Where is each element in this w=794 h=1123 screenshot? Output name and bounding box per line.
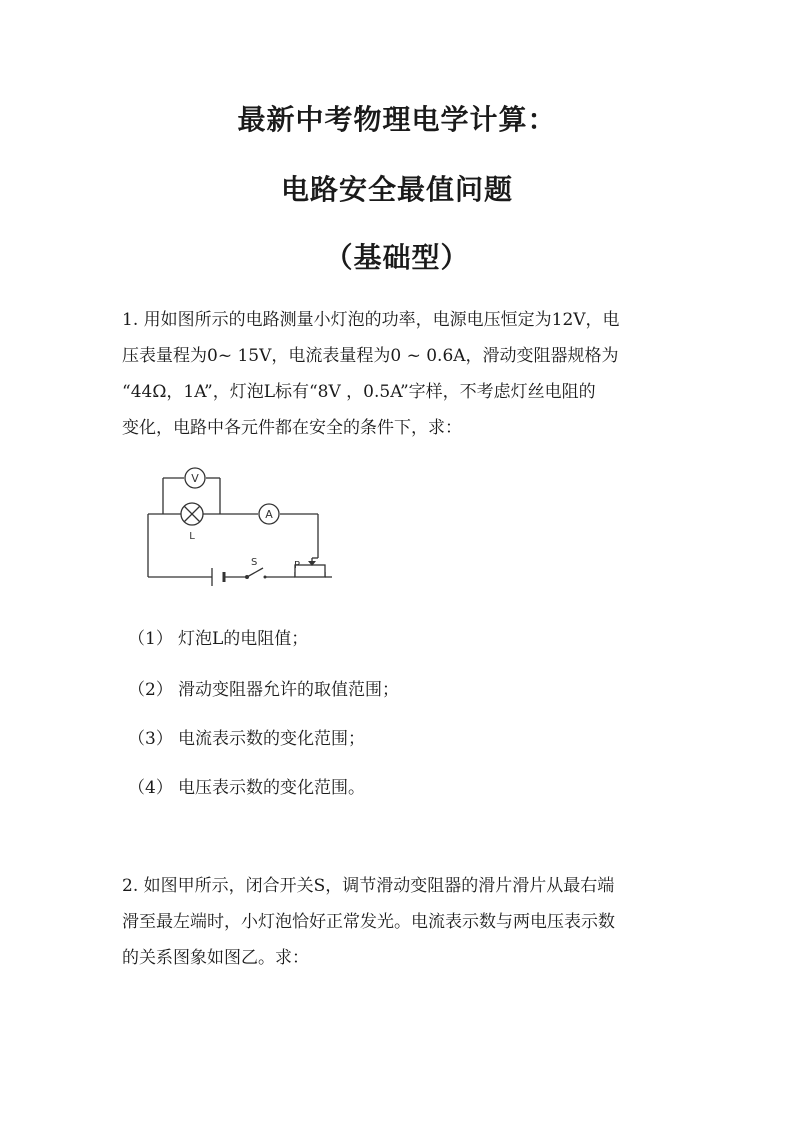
subquestion-text: 滑动变阻器允许的取值范围；: [178, 680, 399, 700]
ammeter-symbol: [259, 504, 279, 524]
voltmeter-label: V: [191, 472, 199, 485]
subquestion-number: （2）: [128, 680, 173, 700]
subquestion-text: 电压表示数的变化范围。: [178, 778, 365, 798]
question-2-text: [122, 868, 682, 976]
question-1-line: 1. 用如图所示的电路测量小灯泡的功率，电源电压恒定为12V，电: [122, 310, 620, 330]
subquestion-number: （1）: [128, 629, 173, 649]
question-1-line: 变化，电路中各元件都在安全的条件下，求：: [122, 418, 462, 438]
question-1-line: 压表量程为0~ 15V，电流表量程为0 ~ 0.6A，滑动变阻器规格为: [122, 346, 619, 366]
subquestion-text: 灯泡L的电阻值；: [178, 629, 309, 649]
circuit-diagram: [140, 462, 340, 587]
title-line-2: 电路安全最值问题: [280, 173, 513, 206]
title-line-3: （基础型）: [324, 241, 470, 274]
question-1-line: “44Ω，1A”，灯泡L标有“8V ，0.5A”字样，不考虑灯丝电阻的: [122, 382, 596, 402]
question-1-text: [122, 302, 682, 446]
subquestion-2: [128, 675, 399, 700]
subquestion-text: 电流表示数的变化范围；: [178, 729, 365, 749]
slider-label: P: [294, 560, 301, 571]
lamp-symbol: [181, 503, 203, 525]
question-2-line: 2. 如图甲所示，闭合开关S，调节滑动变阻器的滑片滑片从最右端: [122, 876, 615, 896]
ammeter-label: A: [265, 508, 273, 521]
subquestion-4: [128, 773, 365, 798]
question-2-line: 滑至最左端时，小灯泡恰好正常发光。电流表示数与两电压表示数: [122, 912, 615, 932]
subquestion-number: （4）: [128, 778, 173, 798]
subquestion-3: [128, 724, 365, 749]
battery-symbol: [212, 568, 224, 586]
subquestion-1: [128, 624, 308, 649]
voltmeter-symbol: [185, 468, 205, 488]
switch-symbol: [245, 568, 267, 579]
title-line-1: 最新中考物理电学计算：: [237, 103, 557, 136]
lamp-label: L: [189, 531, 195, 542]
switch-label: S: [251, 557, 258, 568]
question-2-line: 的关系图象如图乙。求：: [122, 948, 309, 968]
subquestion-number: （3）: [128, 729, 173, 749]
